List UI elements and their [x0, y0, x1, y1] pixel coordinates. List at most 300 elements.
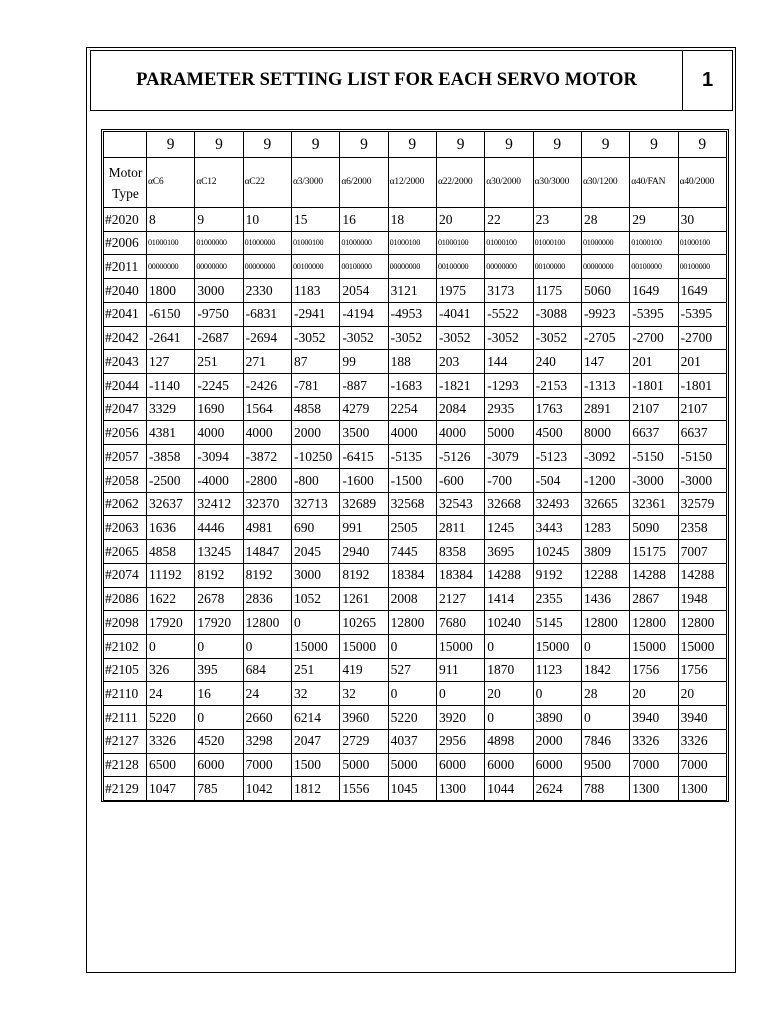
parameter-value-cell: -5123 — [533, 445, 581, 469]
table-row — [104, 208, 727, 232]
parameter-value-cell: 419 — [340, 658, 388, 682]
parameter-value-cell: 15000 — [291, 634, 339, 658]
parameter-value-cell: 8358 — [436, 540, 484, 564]
parameter-value-cell: 00000000 — [581, 255, 629, 279]
parameter-value-cell: 1183 — [291, 279, 339, 303]
motor-type-cell: αC22 — [243, 158, 291, 208]
parameter-value-cell: 6637 — [630, 421, 678, 445]
top-row-cell: 9 — [533, 132, 581, 158]
parameter-value-cell: 1975 — [436, 279, 484, 303]
parameter-value-cell: -5522 — [485, 302, 533, 326]
parameter-value-cell: 29 — [630, 208, 678, 232]
motor-type-cell: α30/1200 — [581, 158, 629, 208]
page-number-box — [683, 50, 733, 111]
parameter-value-cell: -5135 — [388, 445, 436, 469]
parameter-value-cell: 4858 — [291, 397, 339, 421]
parameter-value-cell: 32579 — [678, 492, 726, 516]
table-row — [104, 706, 727, 730]
parameter-value-cell: 2935 — [485, 397, 533, 421]
parameter-value-cell: 1042 — [243, 777, 291, 801]
motor-type-cell: α40/FAN — [630, 158, 678, 208]
parameter-value-cell: -1821 — [436, 374, 484, 398]
parameter-value-cell: -4041 — [436, 302, 484, 326]
parameter-value-cell: 12800 — [388, 611, 436, 635]
parameter-value-cell: 5090 — [630, 516, 678, 540]
parameter-value-cell: 32412 — [195, 492, 243, 516]
parameter-value-cell: 24 — [243, 682, 291, 706]
top-row-cell: 9 — [147, 132, 195, 158]
parameter-value-cell: 0 — [485, 634, 533, 658]
parameter-value-cell: 7000 — [678, 753, 726, 777]
parameter-number-cell: #2065 — [104, 540, 147, 564]
parameter-value-cell: 4500 — [533, 421, 581, 445]
parameter-value-cell: 8192 — [340, 563, 388, 587]
parameter-value-cell: 32 — [291, 682, 339, 706]
parameter-value-cell: 3298 — [243, 729, 291, 753]
parameter-value-cell: -2641 — [147, 326, 195, 350]
parameter-value-cell: 01000100 — [630, 231, 678, 255]
parameter-value-cell: 2355 — [533, 587, 581, 611]
parameter-number-cell: #2128 — [104, 753, 147, 777]
parameter-value-cell: 22 — [485, 208, 533, 232]
parameter-value-cell: 15 — [291, 208, 339, 232]
motor-type-cell: αC6 — [147, 158, 195, 208]
parameter-value-cell: 32370 — [243, 492, 291, 516]
parameter-value-cell: 911 — [436, 658, 484, 682]
parameter-value-cell: 0 — [485, 706, 533, 730]
parameter-value-cell: -2500 — [147, 468, 195, 492]
parameter-value-cell: 0 — [436, 682, 484, 706]
table-row — [104, 231, 727, 255]
parameter-value-cell: -4000 — [195, 468, 243, 492]
parameter-value-cell: 13245 — [195, 540, 243, 564]
parameter-value-cell: -2705 — [581, 326, 629, 350]
parameter-value-cell: 17920 — [195, 611, 243, 635]
parameter-value-cell: 8 — [147, 208, 195, 232]
parameter-value-cell: 2867 — [630, 587, 678, 611]
parameter-value-cell: 6000 — [533, 753, 581, 777]
page-number: 1 — [701, 69, 714, 91]
parameter-value-cell: 16 — [340, 208, 388, 232]
parameter-number-cell: #2105 — [104, 658, 147, 682]
parameter-value-cell: 2729 — [340, 729, 388, 753]
motor-type-cell: α6/2000 — [340, 158, 388, 208]
parameter-number-cell: #2098 — [104, 611, 147, 635]
parameter-value-cell: 1300 — [436, 777, 484, 801]
parameter-value-cell: 5060 — [581, 279, 629, 303]
parameter-value-cell: 11192 — [147, 563, 195, 587]
parameter-value-cell: 15000 — [630, 634, 678, 658]
parameter-value-cell: 12800 — [678, 611, 726, 635]
parameter-number-cell: #2063 — [104, 516, 147, 540]
parameter-value-cell: 1564 — [243, 397, 291, 421]
parameter-value-cell: -2941 — [291, 302, 339, 326]
parameter-value-cell: 18384 — [436, 563, 484, 587]
parameter-number-cell: #2111 — [104, 706, 147, 730]
parameter-value-cell: 14288 — [485, 563, 533, 587]
parameter-value-cell: 2660 — [243, 706, 291, 730]
parameter-value-cell: 9192 — [533, 563, 581, 587]
parameter-value-cell: 6214 — [291, 706, 339, 730]
motor-type-cell: α22/2000 — [436, 158, 484, 208]
parameter-value-cell: 7445 — [388, 540, 436, 564]
parameter-value-cell: 2084 — [436, 397, 484, 421]
parameter-value-cell: -887 — [340, 374, 388, 398]
parameter-value-cell: 14288 — [630, 563, 678, 587]
parameter-value-cell: 14847 — [243, 540, 291, 564]
parameter-value-cell: 3121 — [388, 279, 436, 303]
parameter-value-cell: 3000 — [195, 279, 243, 303]
motor-type-cell: α30/2000 — [485, 158, 533, 208]
parameter-value-cell: 4381 — [147, 421, 195, 445]
parameter-value-cell: 3329 — [147, 397, 195, 421]
parameter-value-cell: 8192 — [243, 563, 291, 587]
parameter-number-cell: #2043 — [104, 350, 147, 374]
parameter-value-cell: 690 — [291, 516, 339, 540]
parameter-value-cell: 0 — [195, 706, 243, 730]
parameter-value-cell: 01000100 — [436, 231, 484, 255]
parameter-value-cell: 2624 — [533, 777, 581, 801]
parameter-value-cell: 1870 — [485, 658, 533, 682]
parameter-value-cell: 4898 — [485, 729, 533, 753]
parameter-value-cell: 3326 — [147, 729, 195, 753]
parameter-value-cell: 1800 — [147, 279, 195, 303]
parameter-value-cell: 01000000 — [195, 231, 243, 255]
parameter-value-cell: 00100000 — [630, 255, 678, 279]
motor-type-header — [104, 158, 147, 208]
parameter-value-cell: -1600 — [340, 468, 388, 492]
parameter-value-cell: 2836 — [243, 587, 291, 611]
table-row — [104, 611, 727, 635]
parameter-value-cell: 5145 — [533, 611, 581, 635]
top-row-cell: 9 — [291, 132, 339, 158]
parameter-number-cell: #2041 — [104, 302, 147, 326]
parameter-value-cell: 147 — [581, 350, 629, 374]
parameter-value-cell: 271 — [243, 350, 291, 374]
table-row — [104, 445, 727, 469]
parameter-value-cell: 00100000 — [436, 255, 484, 279]
parameter-value-cell: 1300 — [678, 777, 726, 801]
parameter-value-cell: 991 — [340, 516, 388, 540]
parameter-value-cell: -2700 — [630, 326, 678, 350]
top-row-cell: 9 — [436, 132, 484, 158]
parameter-number-cell: #2044 — [104, 374, 147, 398]
parameter-value-cell: 1045 — [388, 777, 436, 801]
parameter-value-cell: 2940 — [340, 540, 388, 564]
parameter-value-cell: 0 — [581, 634, 629, 658]
parameter-value-cell: 01000000 — [340, 231, 388, 255]
table-row — [104, 777, 727, 801]
parameter-value-cell: 3940 — [630, 706, 678, 730]
table-row — [104, 729, 727, 753]
parameter-value-cell: 15000 — [436, 634, 484, 658]
parameter-value-cell: -1293 — [485, 374, 533, 398]
parameter-value-cell: -1140 — [147, 374, 195, 398]
parameter-number-cell: #2042 — [104, 326, 147, 350]
parameter-value-cell: 3443 — [533, 516, 581, 540]
parameter-value-cell: -3052 — [388, 326, 436, 350]
parameter-value-cell: 28 — [581, 682, 629, 706]
parameter-value-cell: 28 — [581, 208, 629, 232]
parameter-value-cell: 684 — [243, 658, 291, 682]
parameter-value-cell: -3079 — [485, 445, 533, 469]
parameter-value-cell: 15000 — [678, 634, 726, 658]
parameter-value-cell: 240 — [533, 350, 581, 374]
parameter-value-cell: 3000 — [291, 563, 339, 587]
parameter-value-cell: 788 — [581, 777, 629, 801]
parameter-value-cell: -800 — [291, 468, 339, 492]
table-row — [104, 350, 727, 374]
parameter-value-cell: 1245 — [485, 516, 533, 540]
parameter-value-cell: 1047 — [147, 777, 195, 801]
parameter-value-cell: 01000100 — [291, 231, 339, 255]
top-row-cell: 9 — [388, 132, 436, 158]
parameter-value-cell: 5000 — [485, 421, 533, 445]
parameter-value-cell: 203 — [436, 350, 484, 374]
table-row — [104, 540, 727, 564]
parameter-value-cell: -3088 — [533, 302, 581, 326]
parameter-value-cell: 4000 — [243, 421, 291, 445]
parameter-value-cell: 2678 — [195, 587, 243, 611]
parameter-number-cell: #2129 — [104, 777, 147, 801]
parameter-value-cell: -9923 — [581, 302, 629, 326]
parameter-value-cell: 1414 — [485, 587, 533, 611]
table-row — [104, 326, 727, 350]
parameter-value-cell: 5220 — [147, 706, 195, 730]
parameter-value-cell: 32689 — [340, 492, 388, 516]
parameter-value-cell: -5150 — [678, 445, 726, 469]
parameter-value-cell: -3858 — [147, 445, 195, 469]
parameter-value-cell: -1500 — [388, 468, 436, 492]
table-row — [104, 516, 727, 540]
parameter-value-cell: 18 — [388, 208, 436, 232]
table-row — [104, 468, 727, 492]
parameter-value-cell: -2687 — [195, 326, 243, 350]
parameter-number-cell: #2047 — [104, 397, 147, 421]
motor-type-cell: αC12 — [195, 158, 243, 208]
parameter-value-cell: 4446 — [195, 516, 243, 540]
parameter-value-cell: 1690 — [195, 397, 243, 421]
parameter-value-cell: 32493 — [533, 492, 581, 516]
parameter-value-cell: 12800 — [630, 611, 678, 635]
parameter-number-cell: #2086 — [104, 587, 147, 611]
parameter-value-cell: -3000 — [630, 468, 678, 492]
parameter-value-cell: 00100000 — [533, 255, 581, 279]
parameter-number-cell: #2127 — [104, 729, 147, 753]
motor-type-cell: α40/2000 — [678, 158, 726, 208]
parameter-table — [103, 131, 727, 801]
motor-type-row — [104, 158, 727, 208]
parameter-value-cell: 16 — [195, 682, 243, 706]
parameter-number-cell: #2057 — [104, 445, 147, 469]
parameter-value-cell: -3052 — [485, 326, 533, 350]
motor-type-label-line1: Motor — [108, 164, 143, 180]
parameter-value-cell: -1313 — [581, 374, 629, 398]
table-row — [104, 492, 727, 516]
top-row-cell: 9 — [630, 132, 678, 158]
parameter-value-cell: 3960 — [340, 706, 388, 730]
parameter-value-cell: 251 — [195, 350, 243, 374]
parameter-value-cell: 1763 — [533, 397, 581, 421]
parameter-value-cell: -6831 — [243, 302, 291, 326]
parameter-value-cell: 24 — [147, 682, 195, 706]
parameter-value-cell: 30 — [678, 208, 726, 232]
corner-cell — [104, 132, 147, 158]
parameter-number-cell: #2040 — [104, 279, 147, 303]
parameter-value-cell: 32543 — [436, 492, 484, 516]
parameter-value-cell: 00100000 — [340, 255, 388, 279]
parameter-value-cell: 23 — [533, 208, 581, 232]
parameter-value-cell: 1812 — [291, 777, 339, 801]
parameter-value-cell: 7000 — [243, 753, 291, 777]
parameter-value-cell: -1200 — [581, 468, 629, 492]
parameter-value-cell: 3695 — [485, 540, 533, 564]
parameter-value-cell: 87 — [291, 350, 339, 374]
parameter-number-cell: #2110 — [104, 682, 147, 706]
parameter-value-cell: 2054 — [340, 279, 388, 303]
parameter-value-cell: 12800 — [581, 611, 629, 635]
parameter-value-cell: 201 — [630, 350, 678, 374]
parameter-value-cell: -2245 — [195, 374, 243, 398]
parameter-value-cell: 3809 — [581, 540, 629, 564]
parameter-value-cell: -4953 — [388, 302, 436, 326]
parameter-value-cell: 18384 — [388, 563, 436, 587]
parameter-value-cell: 2254 — [388, 397, 436, 421]
parameter-value-cell: 99 — [340, 350, 388, 374]
motor-type-cell: α30/3000 — [533, 158, 581, 208]
parameter-value-cell: 0 — [388, 682, 436, 706]
parameter-value-cell: -1801 — [678, 374, 726, 398]
parameter-value-cell: 15000 — [533, 634, 581, 658]
parameter-value-cell: 10265 — [340, 611, 388, 635]
parameter-value-cell: -1683 — [388, 374, 436, 398]
parameter-value-cell: 32568 — [388, 492, 436, 516]
parameter-value-cell: 6500 — [147, 753, 195, 777]
parameter-value-cell: 00100000 — [678, 255, 726, 279]
parameter-value-cell: 0 — [195, 634, 243, 658]
parameter-value-cell: 20 — [630, 682, 678, 706]
parameter-value-cell: -3094 — [195, 445, 243, 469]
parameter-value-cell: -781 — [291, 374, 339, 398]
parameter-value-cell: -1801 — [630, 374, 678, 398]
parameter-value-cell: 32637 — [147, 492, 195, 516]
parameter-value-cell: 0 — [533, 682, 581, 706]
parameter-value-cell: 0 — [388, 634, 436, 658]
parameter-value-cell: 3940 — [678, 706, 726, 730]
parameter-value-cell: -504 — [533, 468, 581, 492]
parameter-value-cell: -5150 — [630, 445, 678, 469]
parameter-value-cell: -2700 — [678, 326, 726, 350]
parameter-value-cell: 7680 — [436, 611, 484, 635]
parameter-value-cell: -3092 — [581, 445, 629, 469]
top-row — [104, 132, 727, 158]
parameter-number-cell: #2006 — [104, 231, 147, 255]
parameter-value-cell: 1622 — [147, 587, 195, 611]
parameter-value-cell: 00000000 — [243, 255, 291, 279]
parameter-value-cell: 4520 — [195, 729, 243, 753]
parameter-value-cell: 1500 — [291, 753, 339, 777]
parameter-value-cell: 188 — [388, 350, 436, 374]
parameter-value-cell: 01000100 — [485, 231, 533, 255]
parameter-value-cell: 20 — [436, 208, 484, 232]
parameter-value-cell: 3890 — [533, 706, 581, 730]
parameter-value-cell: 12800 — [243, 611, 291, 635]
parameter-value-cell: 00000000 — [388, 255, 436, 279]
parameter-value-cell: 00000000 — [147, 255, 195, 279]
parameter-value-cell: 2047 — [291, 729, 339, 753]
parameter-value-cell: 01000100 — [678, 231, 726, 255]
motor-type-cell: α3/3000 — [291, 158, 339, 208]
parameter-value-cell: 127 — [147, 350, 195, 374]
parameter-value-cell: 6000 — [436, 753, 484, 777]
parameter-value-cell: 00000000 — [195, 255, 243, 279]
motor-type-label-line2: Type — [112, 185, 139, 201]
parameter-value-cell: 2505 — [388, 516, 436, 540]
parameter-value-cell: 10245 — [533, 540, 581, 564]
parameter-value-cell: 3326 — [630, 729, 678, 753]
parameter-value-cell: 1123 — [533, 658, 581, 682]
parameter-value-cell: 12288 — [581, 563, 629, 587]
parameter-value-cell: 1300 — [630, 777, 678, 801]
parameter-value-cell: 4000 — [195, 421, 243, 445]
table-row — [104, 658, 727, 682]
parameter-value-cell: 785 — [195, 777, 243, 801]
parameter-value-cell: 0 — [291, 611, 339, 635]
table-row — [104, 682, 727, 706]
parameter-value-cell: 0 — [147, 634, 195, 658]
table-row — [104, 255, 727, 279]
parameter-value-cell: -600 — [436, 468, 484, 492]
parameter-number-cell: #2062 — [104, 492, 147, 516]
parameter-value-cell: 2000 — [291, 421, 339, 445]
parameter-value-cell: 1636 — [147, 516, 195, 540]
table-row — [104, 587, 727, 611]
parameter-value-cell: 2956 — [436, 729, 484, 753]
table-row — [104, 302, 727, 326]
parameter-value-cell: 144 — [485, 350, 533, 374]
parameter-value-cell: -5395 — [630, 302, 678, 326]
parameter-value-cell: 1261 — [340, 587, 388, 611]
parameter-value-cell: 6000 — [485, 753, 533, 777]
parameter-value-cell: 20 — [678, 682, 726, 706]
parameter-value-cell: -2153 — [533, 374, 581, 398]
parameter-value-cell: -6415 — [340, 445, 388, 469]
table-row — [104, 421, 727, 445]
parameter-value-cell: -3052 — [533, 326, 581, 350]
parameter-value-cell: 201 — [678, 350, 726, 374]
table-row — [104, 279, 727, 303]
parameter-value-cell: 20 — [485, 682, 533, 706]
parameter-number-cell: #2074 — [104, 563, 147, 587]
table-row — [104, 563, 727, 587]
parameter-value-cell: 2000 — [533, 729, 581, 753]
parameter-number-cell: #2102 — [104, 634, 147, 658]
parameter-value-cell: 32 — [340, 682, 388, 706]
parameter-value-cell: 7000 — [630, 753, 678, 777]
parameter-value-cell: 1556 — [340, 777, 388, 801]
parameter-value-cell: 251 — [291, 658, 339, 682]
parameter-value-cell: 2891 — [581, 397, 629, 421]
parameter-value-cell: 4279 — [340, 397, 388, 421]
parameter-value-cell: 2811 — [436, 516, 484, 540]
page-title: PARAMETER SETTING LIST FOR EACH SERVO MOTOR — [136, 70, 637, 90]
parameter-value-cell: 14288 — [678, 563, 726, 587]
parameter-value-cell: 6000 — [195, 753, 243, 777]
top-row-cell: 9 — [195, 132, 243, 158]
parameter-value-cell: 32361 — [630, 492, 678, 516]
parameter-value-cell: 0 — [243, 634, 291, 658]
parameter-value-cell: 7007 — [678, 540, 726, 564]
